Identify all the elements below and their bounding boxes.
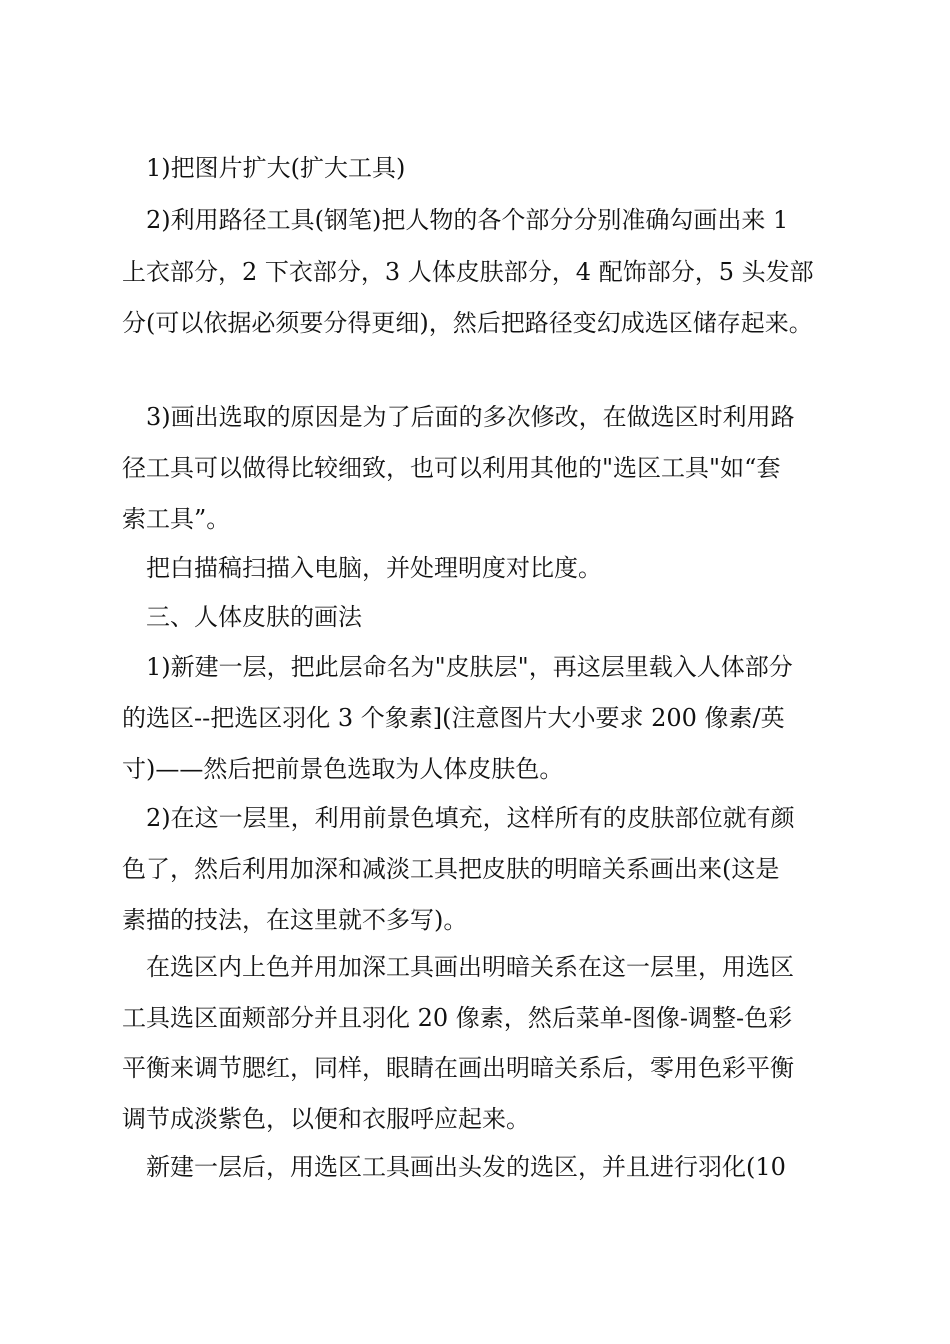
paragraph-line: 索工具”。 — [122, 505, 231, 533]
paragraph-line: 径工具可以做得比较细致，也可以利用其他的"选区工具"如“套 — [122, 454, 781, 482]
paragraph-line: 寸)——然后把前景色选取为人体皮肤色。 — [122, 755, 564, 783]
paragraph-line: 2)在这一层里，利用前景色填充，这样所有的皮肤部位就有颜 — [146, 804, 795, 832]
paragraph-line: 2)利用路径工具(钢笔)把人物的各个部分分别准确勾画出来 1 — [146, 206, 789, 234]
paragraph-line: 的选区--把选区羽化 3 个象素](注意图片大小要求 200 像素/英 — [122, 704, 785, 732]
paragraph-line: 分(可以依据必须要分得更细)，然后把路径变幻成选区储存起来。 — [122, 309, 813, 337]
paragraph-line: 在选区内上色并用加深工具画出明暗关系在这一层里，用选区 — [146, 953, 794, 981]
paragraph-line: 素描的技法，在这里就不多写)。 — [122, 906, 468, 934]
paragraph-line: 1)把图片扩大(扩大工具) — [146, 154, 406, 182]
paragraph-line: 调节成淡紫色，以便和衣服呼应起来。 — [122, 1105, 530, 1133]
paragraph-line: 平衡来调节腮红，同样，眼睛在画出明暗关系后，零用色彩平衡 — [122, 1054, 794, 1082]
paragraph-line: 新建一层后，用选区工具画出头发的选区，并且进行羽化(10 — [146, 1153, 786, 1181]
paragraph-line: 3)画出选取的原因是为了后面的多次修改，在做选区时利用路 — [146, 403, 795, 431]
paragraph-line: 工具选区面颊部分并且羽化 20 像素，然后菜单-图像-调整-色彩 — [122, 1004, 793, 1032]
paragraph-line: 1)新建一层，把此层命名为"皮肤层"，再这层里载入人体部分 — [146, 653, 793, 681]
section-heading: 三、人体皮肤的画法 — [146, 603, 362, 631]
paragraph-line: 色了，然后利用加深和减淡工具把皮肤的明暗关系画出来(这是 — [122, 855, 780, 883]
paragraph-line: 把白描稿扫描入电脑，并处理明度对比度。 — [146, 554, 602, 582]
paragraph-line: 上衣部分，2 下衣部分，3 人体皮肤部分，4 配饰部分，5 头发部 — [122, 258, 814, 286]
